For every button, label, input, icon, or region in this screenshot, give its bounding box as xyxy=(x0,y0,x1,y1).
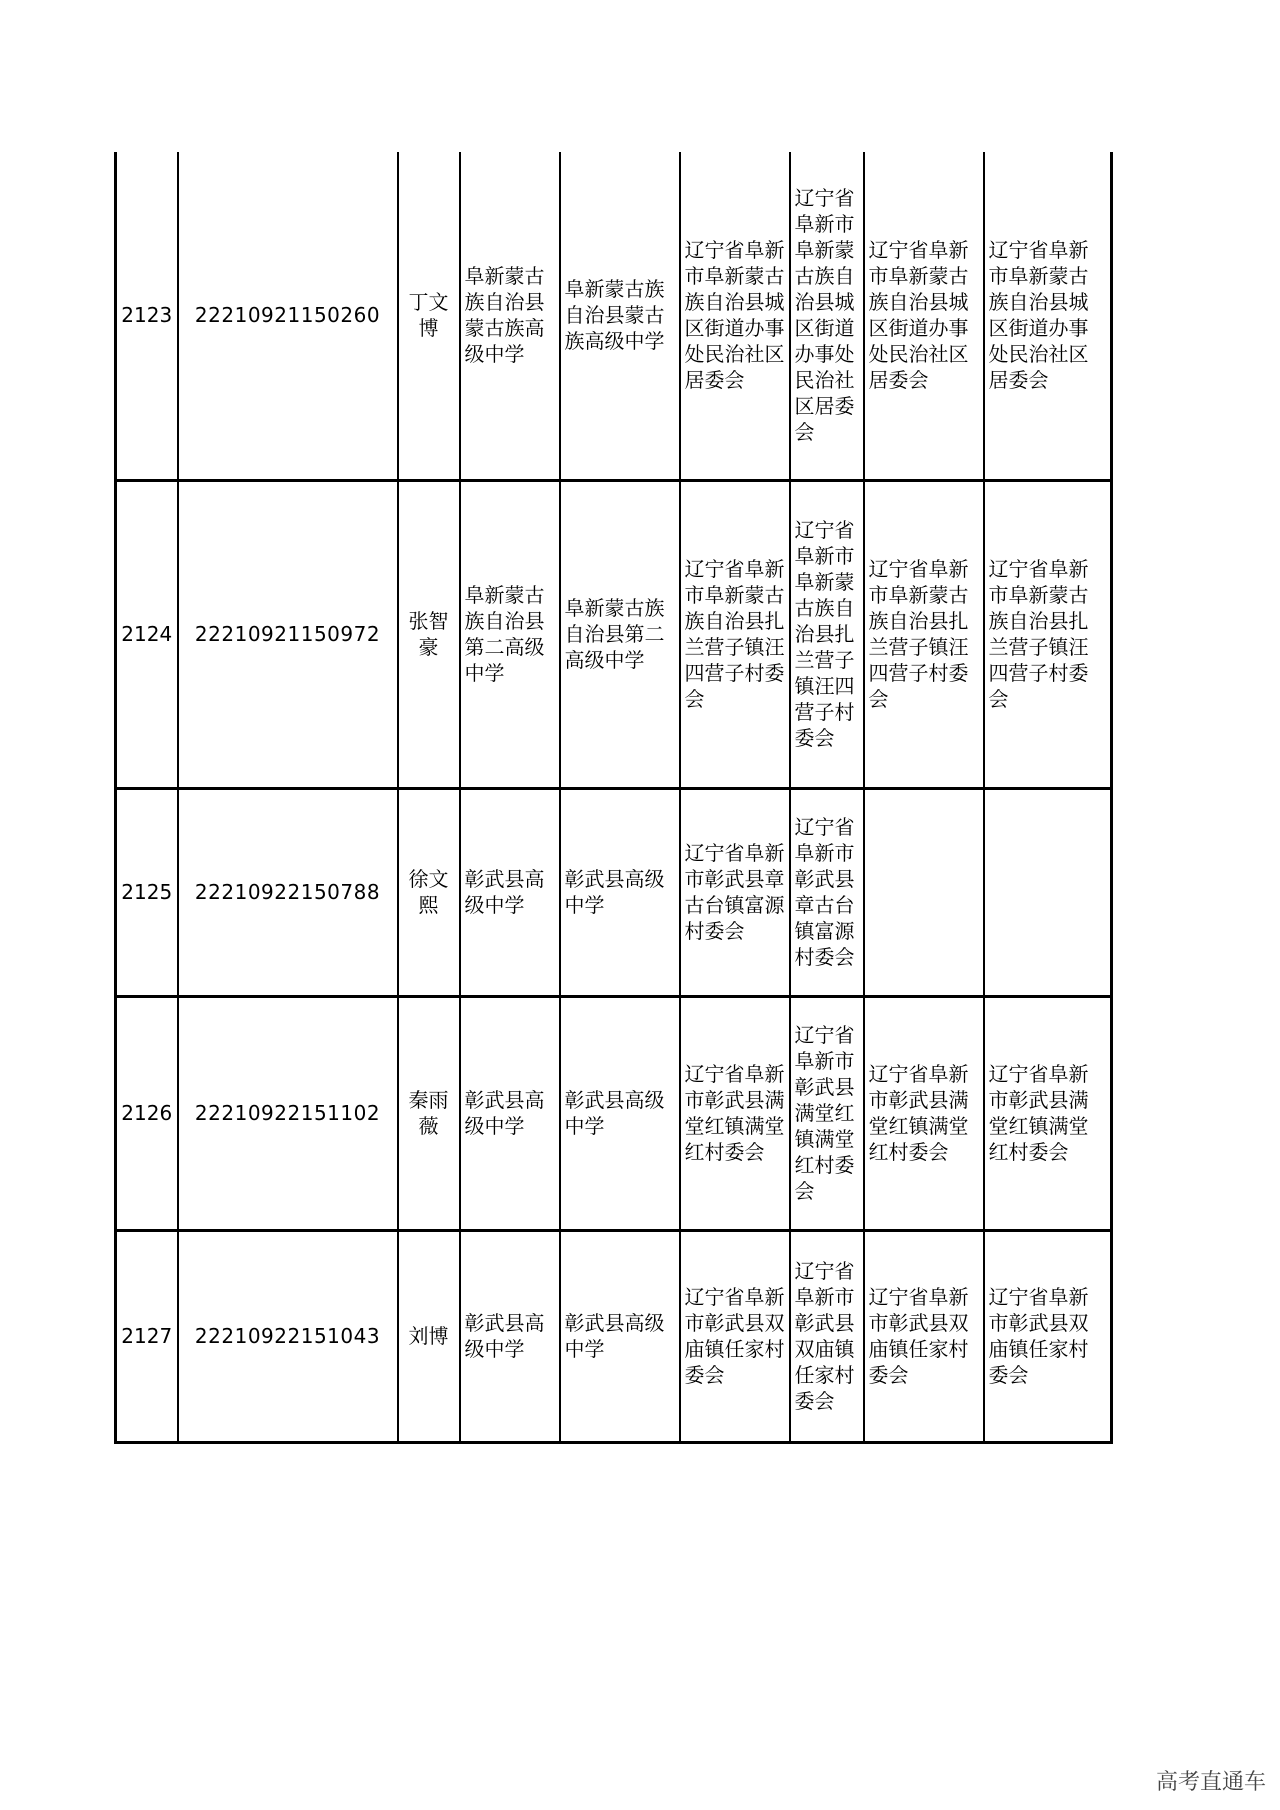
cell-address-1: 辽宁省阜新市阜新蒙古族自治县扎兰营子镇汪四营子村委会 xyxy=(680,480,790,788)
cell-address-4: 辽宁省阜新市彰武县双庙镇任家村委会 xyxy=(984,1230,1112,1442)
student-table xyxy=(114,152,1113,1444)
cell-address-2: 辽宁省阜新市阜新蒙古族自治县扎兰营子镇汪四营子村委会 xyxy=(790,480,864,788)
cell-address-2: 辽宁省阜新市彰武县章古台镇富源村委会 xyxy=(790,788,864,996)
cell-seq: 2124 xyxy=(116,480,178,788)
cell-school-grad: 彰武县高级中学 xyxy=(560,788,680,996)
cell-school-grad: 彰武县高级中学 xyxy=(560,1230,680,1442)
cell-school-reg: 彰武县高级中学 xyxy=(460,996,560,1230)
cell-address-3 xyxy=(864,788,984,996)
cell-address-1: 辽宁省阜新市彰武县章古台镇富源村委会 xyxy=(680,788,790,996)
watermark: 高考直通车 xyxy=(1155,1770,1266,1795)
cell-address-4: 辽宁省阜新市阜新蒙古族自治县扎兰营子镇汪四营子村委会 xyxy=(984,480,1112,788)
cell-address-2: 辽宁省阜新市彰武县满堂红镇满堂红村委会 xyxy=(790,996,864,1230)
table-row xyxy=(116,480,1112,788)
cell-school-reg: 阜新蒙古族自治县第二高级中学 xyxy=(460,480,560,788)
cell-school-reg: 彰武县高级中学 xyxy=(460,1230,560,1442)
cell-name: 秦雨薇 xyxy=(398,996,460,1230)
cell-name: 刘博 xyxy=(398,1230,460,1442)
cell-school-grad: 阜新蒙古族自治县第二高级中学 xyxy=(560,480,680,788)
cell-name: 丁文博 xyxy=(398,152,460,480)
cell-address-1: 辽宁省阜新市阜新蒙古族自治县城区街道办事处民治社区居委会 xyxy=(680,152,790,480)
cell-seq: 2123 xyxy=(116,152,178,480)
cell-school-reg: 阜新蒙古族自治县蒙古族高级中学 xyxy=(460,152,560,480)
cell-address-3: 辽宁省阜新市彰武县满堂红镇满堂红村委会 xyxy=(864,996,984,1230)
cell-address-4: 辽宁省阜新市彰武县满堂红镇满堂红村委会 xyxy=(984,996,1112,1230)
cell-address-1: 辽宁省阜新市彰武县满堂红镇满堂红村委会 xyxy=(680,996,790,1230)
table-row xyxy=(116,152,1112,480)
table-row xyxy=(116,1230,1112,1442)
cell-name: 张智豪 xyxy=(398,480,460,788)
cell-exam-id: 22210922151043 xyxy=(178,1230,398,1442)
cell-name: 徐文熙 xyxy=(398,788,460,996)
cell-seq: 2125 xyxy=(116,788,178,996)
cell-exam-id: 22210922150788 xyxy=(178,788,398,996)
table-row xyxy=(116,788,1112,996)
cell-school-reg: 彰武县高级中学 xyxy=(460,788,560,996)
cell-exam-id: 22210921150260 xyxy=(178,152,398,480)
cell-address-2: 辽宁省阜新市阜新蒙古族自治县城区街道办事处民治社区居委会 xyxy=(790,152,864,480)
cell-address-1: 辽宁省阜新市彰武县双庙镇任家村委会 xyxy=(680,1230,790,1442)
cell-seq: 2126 xyxy=(116,996,178,1230)
cell-address-4: 辽宁省阜新市阜新蒙古族自治县城区街道办事处民治社区居委会 xyxy=(984,152,1112,480)
cell-exam-id: 22210922151102 xyxy=(178,996,398,1230)
cell-school-grad: 彰武县高级中学 xyxy=(560,996,680,1230)
cell-school-grad: 阜新蒙古族自治县蒙古族高级中学 xyxy=(560,152,680,480)
cell-address-2: 辽宁省阜新市彰武县双庙镇任家村委会 xyxy=(790,1230,864,1442)
cell-exam-id: 22210921150972 xyxy=(178,480,398,788)
cell-seq: 2127 xyxy=(116,1230,178,1442)
cell-address-4 xyxy=(984,788,1112,996)
cell-address-3: 辽宁省阜新市阜新蒙古族自治县城区街道办事处民治社区居委会 xyxy=(864,152,984,480)
table-row xyxy=(116,996,1112,1230)
cell-address-3: 辽宁省阜新市彰武县双庙镇任家村委会 xyxy=(864,1230,984,1442)
cell-address-3: 辽宁省阜新市阜新蒙古族自治县扎兰营子镇汪四营子村委会 xyxy=(864,480,984,788)
